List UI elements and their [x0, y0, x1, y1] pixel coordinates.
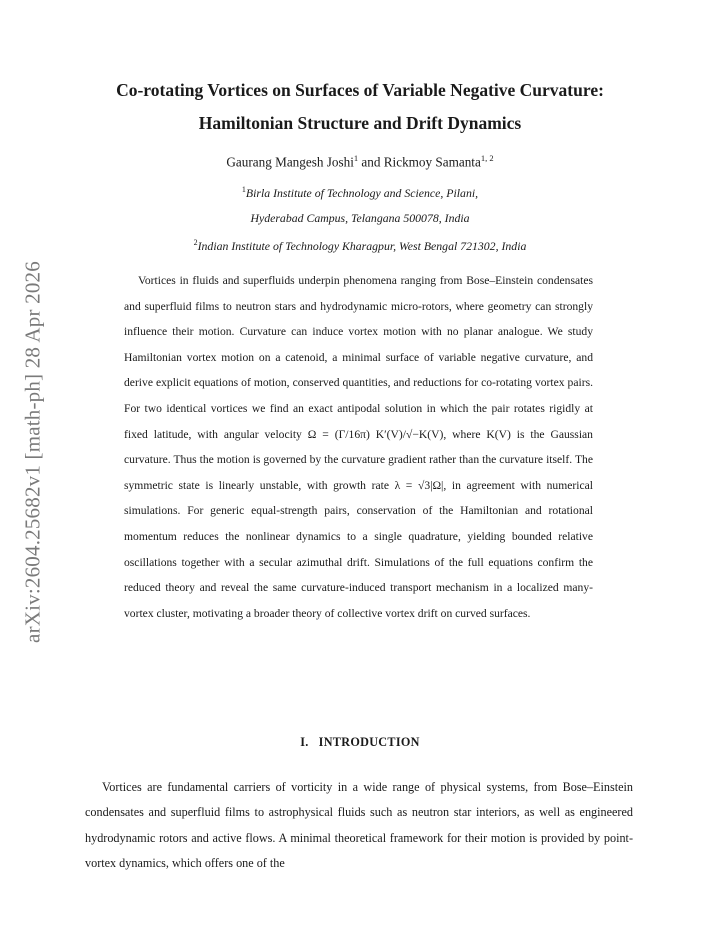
abstract-text-1: Vortices in fluids and superfluids underpin phenomena ranging from Bose–Einstein condensates and superfluid films to neutron stars and hydrodynamic micro-rotors, where geometry can strongly influence their motion. Curvature can induce vortex motion with no planar analogue. We study Hamiltonian vortex motion on a catenoid, a minimal surface of variable negative curvature, and derive explicit equations of motion, conserved quantities, and reductions for co-rotating vortex pairs. For two identical vortices we find an exact antipodal solution in which the pair rotates rigidly at fixed latitude, with angular velocity [124, 274, 593, 441]
author-name: Gaurang Mangesh Joshi [226, 154, 354, 170]
affiliation-1-line-1 [60, 185, 660, 201]
paper-title [60, 74, 660, 140]
angular-velocity-equation: Ω = (Γ/16π) K′(V)/√−K(V) [307, 427, 444, 441]
affiliation-mark: 2 [193, 238, 198, 247]
introduction-text: Vortices are fundamental carriers of vorticity in a wide range of physical systems, from Bose–Einstein condensates and superfluid films to astrophysical fluids such as neutron star interiors, as well as engineered hydrodynamic rotors and active flows. A minimal theoretical framework for their motion is provided by point-vortex dynamics, which offers one of the [85, 780, 633, 871]
author-name: Rickmoy Samanta [383, 154, 481, 170]
affiliation-1-line-2: Hyderabad Campus, Telangana 500078, India [250, 211, 470, 225]
title-line-2: Hamiltonian Structure and Drift Dynamics [198, 113, 522, 133]
author-affiliation-mark: 1, 2 [480, 153, 494, 163]
growth-rate-equation: λ = √3|Ω| [394, 478, 444, 492]
author-list [60, 153, 660, 170]
affiliation-2 [60, 238, 660, 254]
introduction-paragraph [85, 775, 633, 877]
abstract-text-3: , in agreement with numerical simulations. For generic equal-strength pairs, conservation of the Hamiltonian and rotational momentum reduces the nonlinear dynamics to a single quadrature, yielding bounded relative oscillations together with a secular azimuthal drift. Simulations of the full equations confirm the reduced theory and reveal the same curvature-induced transport mechanism in a localized many-vortex cluster, motivating a broader theory of collective vortex drift on curved surfaces. [124, 478, 593, 620]
title-line-1: Co-rotating Vortices on Surfaces of Variable Negative Curvature: [116, 80, 604, 100]
abstract-text-2: , where K(V) is the Gaussian curvature. Thus the motion is governed by the curvature gradient rather than the curvature itself. The symmetric state is linearly unstable, with growth rate [124, 427, 593, 492]
affiliation-mark: 1 [241, 185, 246, 194]
author-affiliation-mark: 1 [353, 153, 359, 163]
arxiv-identifier[interactable]: arXiv:2604.25682v1 [math-ph] 28 Apr 2026 [20, 261, 45, 643]
abstract [124, 268, 593, 626]
section-heading-introduction: I. INTRODUCTION [300, 735, 420, 749]
affiliation-text: Indian Institute of Technology Kharagpur, West Bengal 721302, India [197, 238, 527, 253]
affiliation-text: Birla Institute of Technology and Science, Pilani, [245, 185, 479, 200]
author-conjunction: and [358, 154, 384, 170]
